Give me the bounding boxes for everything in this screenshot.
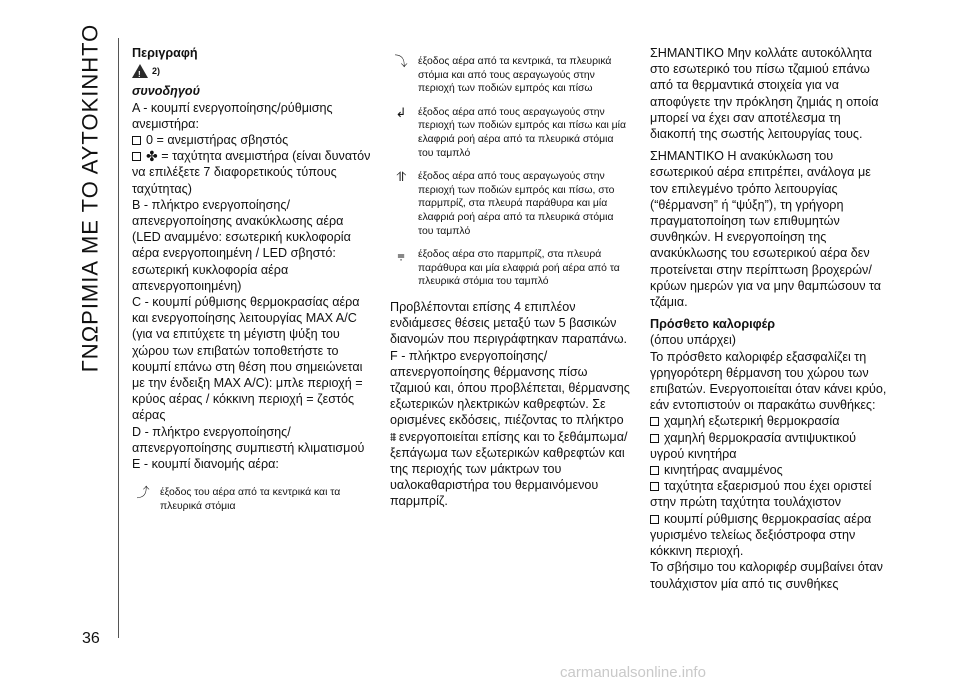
heater-paragraph: Το πρόσθετο καλοριφέρ εξασφαλίζει τη γρηγορότερη θέρμανση του χώρου των επιβατών. Ενεργοποιείται όταν κάνει κρύο, εάν εντοπιστούν οι παρακάτω συνθήκες: [650,349,887,413]
list-item: ⤴ έξοδος του αέρα από τα κεντρικά και τα πλευρικά στόμια [132,486,372,513]
list-item: ✤ = ταχύτητα ανεμιστήρα (είναι δυνατόν να επιλέξετε 7 διαφορετικούς τύπους ταχύτητας) [132,148,371,196]
list-item: ⥣ έξοδος αέρα από τους αεραγωγούς στην περιοχή των ποδιών εμπρός και πίσω, στο παρμπρίζ, στα πλευρά παράθυρα και μία ελαφριά ροή αέρα από τα πλευρικά στόμια του ταμπλό [390,170,630,238]
heater-subheading: (όπου υπάρχει) [650,333,736,348]
bullet-square-icon [650,466,659,475]
paragraph-a: A - κουμπί ενεργοποίησης/ρύθμισης ανεμιστήρα: [132,100,333,131]
paragraph-b: B - πλήκτρο ενεργοποίησης/απενεργοποίησης ανακύκλωσης αέρα (LED αναμμένο: εσωτερική κυκλοφορία αέρα ενεργοποιημένη / LED σβηστό: εσωτερική κυκλοφορία αέρα απενεργοποιημένη) [132,197,351,293]
bullet-square-icon [650,482,659,491]
list-item: ⩦ έξοδος αέρα στο παρμπρίζ, στα πλευρά παράθυρα και μία ελαφριά ροή αέρα από τα πλευρικά στόμια του ταμπλό [390,248,630,289]
paragraph-c: C - κουμπί ρύθμισης θερμοκρασίας αέρα και ενεργοποίησης λειτουργίας MAX A/C (για να επιτύχετε τη μέγιστη ψύξη του χώρου των επιβατών τοποθετήστε το κουμπί επάνω στη θέση που σημειώνεται με την ένδειξη MAX A/C): μπλε περιοχή = κρύος αέρας / κόκκινη περιοχή = ζεστός αέρας [132,295,363,423]
column-2 [390,45,630,510]
bullet-square-icon [650,434,659,443]
list-item: ⤵ έξοδος αέρα από τα κεντρικά, τα πλευρικά στόμια και από τους αεραγωγούς στην περιοχή των ποδιών εμπρός και πίσω [390,55,630,96]
bullet-square-icon [132,152,141,161]
paragraph-d: D - πλήκτρο ενεργοποίησης/απενεργοποίησης συμπιεστή κλιματισμού [132,424,365,455]
important-note-1: ΣΗΜΑΝΤΙΚΟ Μην κολλάτε αυτοκόλλητα στο εσωτερικό του πίσω τζαμιού επάνω από τα θερμαντικά στοιχεία για να αποφύγετε την πρόκληση ζημιάς η οποία μπορεί να έχει σαν αποτέλεσμα τη διακοπή της σωστής λειτουργίας τους. [650,46,879,142]
column-3 [650,45,890,592]
list-item: κουμπί ρύθμισης θερμοκρασίας αέρα γυρισμένο τελείως δεξιόστροφα στην κόκκινη περιοχή. [650,511,872,559]
watermark: carmanualsonline.info [560,664,706,681]
list-item: ταχύτητα εξαερισμού που έχει οριστεί στην πρώτη ταχύτητα τουλάχιστον [650,479,872,510]
air-vent-face-feet-icon: ⤵ [394,54,408,69]
bullet-square-icon [650,417,659,426]
heater-heading: Πρόσθετο καλοριφέρ [650,317,776,332]
warning-number: 2) [152,66,161,77]
warning-triangle-icon: ! [132,64,148,78]
bullet-square-icon [650,515,659,524]
list-item: 0 = ανεμιστήρας σβηστός [132,132,372,148]
paragraph-f: F - πλήκτρο ενεργοποίησης/απενεργοποίησης θέρμανσης πίσω τζαμιού και, όπου προβλέπεται, θέρμανσης εξωτερικών ηλεκτρικών καθρεφτών. Σε ορισμένες εκδόσεις, πιέζοντας το πλήκτρο [390,348,630,428]
important-note-2: ΣΗΜΑΝΤΙΚΟ Η ανακύκλωση του εσωτερικού αέρα επιτρέπει, ανάλογα με τον επιλεγμένο τρόπο λειτουργίας (“θέρμανση” ή “ψύξη”), τη γρήγορη πραγματοποίηση των επιθυμητών συνθηκών. Η ενεργοποίηση της ανακύκλωσης του εσωτερικού αέρα δεν προτείνεται στην περίπτωση βροχερών/κρύων ημερών για να μην θαμπώσουν τα τζάμια. [650,149,882,310]
closing-paragraph: Το σβήσιμο του καλοριφέρ συμβαίνει όταν τουλάχιστον μία από τις συνθήκες [650,560,883,591]
section-heading: Περιγραφή [132,46,198,60]
list-item: κινητήρας αναμμένος [650,462,890,478]
section-title: ΓΝΩΡΙΜΙΑ ΜΕ ΤΟ ΑΥΤΟΚΙΝΗΤΟ [77,23,103,373]
fan-icon: ✤ [146,148,158,165]
list-item: ↲ έξοδος αέρα από τους αεραγωγούς στην περιοχή των ποδιών εμπρός και πίσω και μία ελαφριά ροή αέρα από τα πλευρικά στόμια του ταμπλό [390,106,630,160]
subheading: συνοδηγού [132,84,201,99]
warning-note [132,63,372,79]
air-vent-face-icon: ⤴ [136,485,150,501]
bullet-square-icon [132,136,141,145]
windscreen-demist-icon: ⩦ [397,247,405,263]
list-item: χαμηλή θερμοκρασία αντιψυκτικού υγρού κινητήρα [650,430,857,461]
list-item: χαμηλή εξωτερική θερμοκρασία [650,413,890,429]
section-divider [118,38,119,638]
paragraph-e: E - κουμπί διανομής αέρα: [132,457,279,472]
air-vent-feet-icon: ↲ [395,104,407,120]
paragraph-f2: ⩩ ενεργοποιείται επίσης και το ξεθάμπωμα/ξεπάγωμα των εξωτερικών καθρεφτών και της περιοχής των μάκτρων του υαλοκαθαριστήρα του θερμαινόμενου παρμπρίζ. [390,429,628,509]
air-vent-feet-windscreen-icon: ⥣ [396,169,406,185]
rear-window-heater-icon: ⩩ [390,429,396,444]
paragraph-positions: Προβλέπονται επίσης 4 επιπλέον ενδιάμεσες θέσεις μεταξύ των 5 βασικών διανομών που περιγράφτηκαν παραπάνω. [390,299,628,347]
page-number: 36 [82,630,100,647]
column-1 [132,45,372,513]
